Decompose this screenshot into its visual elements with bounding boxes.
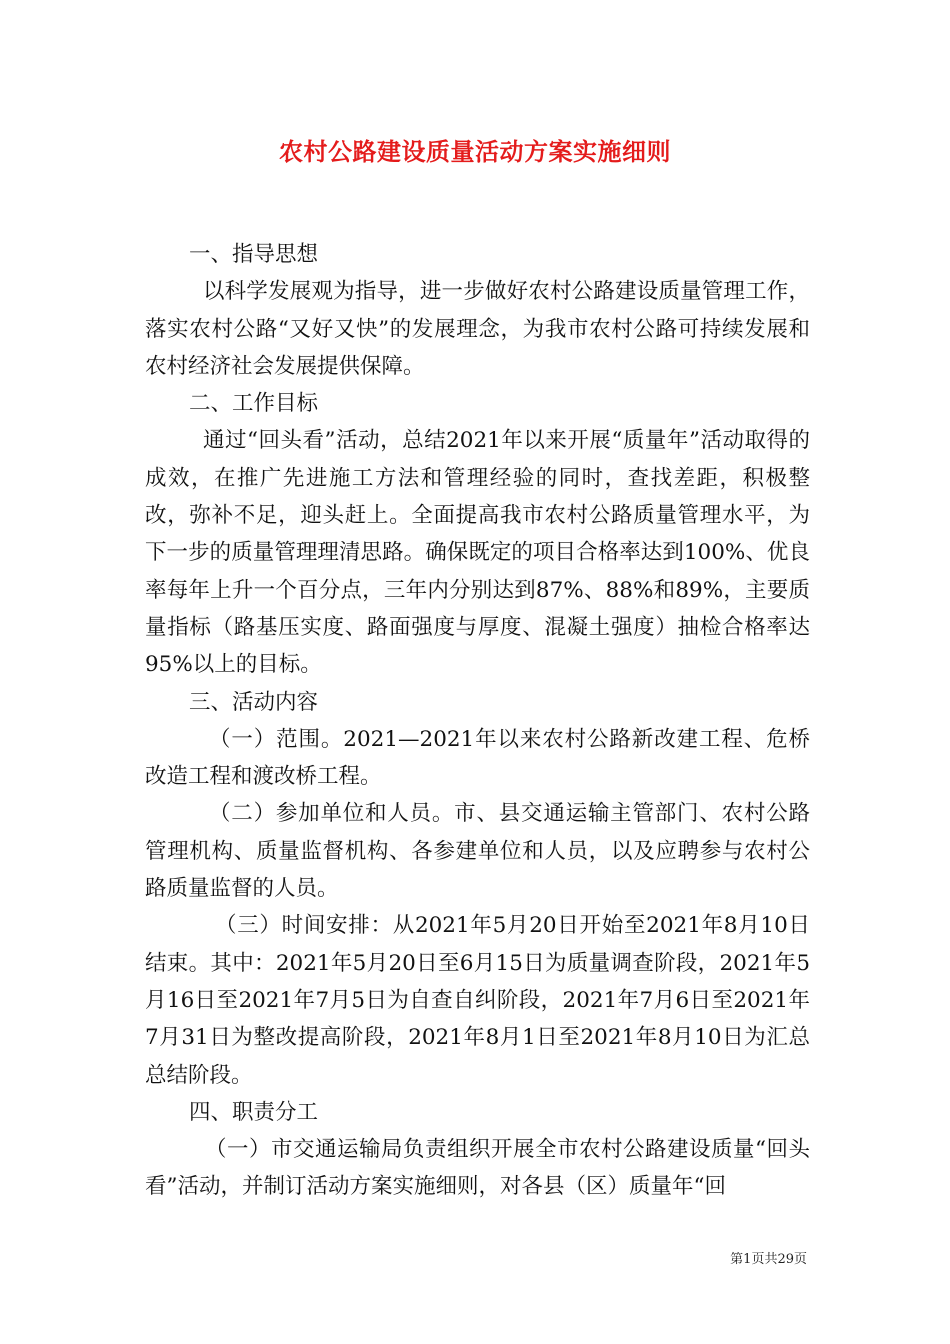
page-number: 第1页共29页 <box>730 1252 807 1267</box>
paragraph-participants: （二）参加单位和人员。市、县交通运输主管部门、农村公路管理机构、质量监督机构、各参建单位和人员，以及应聘参与农村公路质量监督的人员。 <box>145 801 810 902</box>
section-heading-work-goals: 二、工作目标 <box>189 391 319 417</box>
paragraph-schedule: （三）时间安排：从2021年5月20日开始至2021年8月10日结束。其中：2021年5月20日至6月15日为质量调查阶段，2021年5月16日至2021年7月5日为自查自纠阶段，2021年7月6日至2021年7月31日为整改提高阶段，2021年8月1日至2021年8月10日为汇总总结阶段。 <box>145 913 810 1088</box>
paragraph-work-goals: 通过“回头看”活动，总结2021年以来开展“质量年”活动取得的成效，在推广先进施工方法和管理经验的同时，查找差距，积极整改，弥补不足，迎头赶上。全面提高我市农村公路质量管理水平，为下一步的质量管理理清思路。确保既定的项目合格率达到100%、优良率每年上升一个百分点，三年内分别达到87%、88%和89%，主要质量指标（路基压实度、路面强度与厚度、混凝土强度）抽检合格率达95%以上的目标。 <box>145 428 810 678</box>
section-heading-guiding-ideology: 一、指导思想 <box>189 242 319 267</box>
section-heading-activity-content: 三、活动内容 <box>189 689 319 715</box>
paragraph-scope: （一）范围。2021—2021年以来农村公路新改建工程、危桥改造工程和渡改桥工程。 <box>145 726 810 790</box>
section-heading-responsibilities: 四、职责分工 <box>189 1099 319 1125</box>
document-body <box>145 236 810 1206</box>
paragraph-responsibility-1: （一）市交通运输局负责组织开展全市农村公路建设质量“回头看”活动，并制订活动方案实施细则，对各县（区）质量年“回 <box>145 1137 810 1200</box>
document-title: 农村公路建设质量活动方案实施细则 <box>279 137 671 166</box>
paragraph-guiding-ideology: 以科学发展观为指导，进一步做好农村公路建设质量管理工作，落实农村公路“又好又快”的发展理念，为我市农村公路可持续发展和农村经济社会发展提供保障。 <box>145 279 810 379</box>
